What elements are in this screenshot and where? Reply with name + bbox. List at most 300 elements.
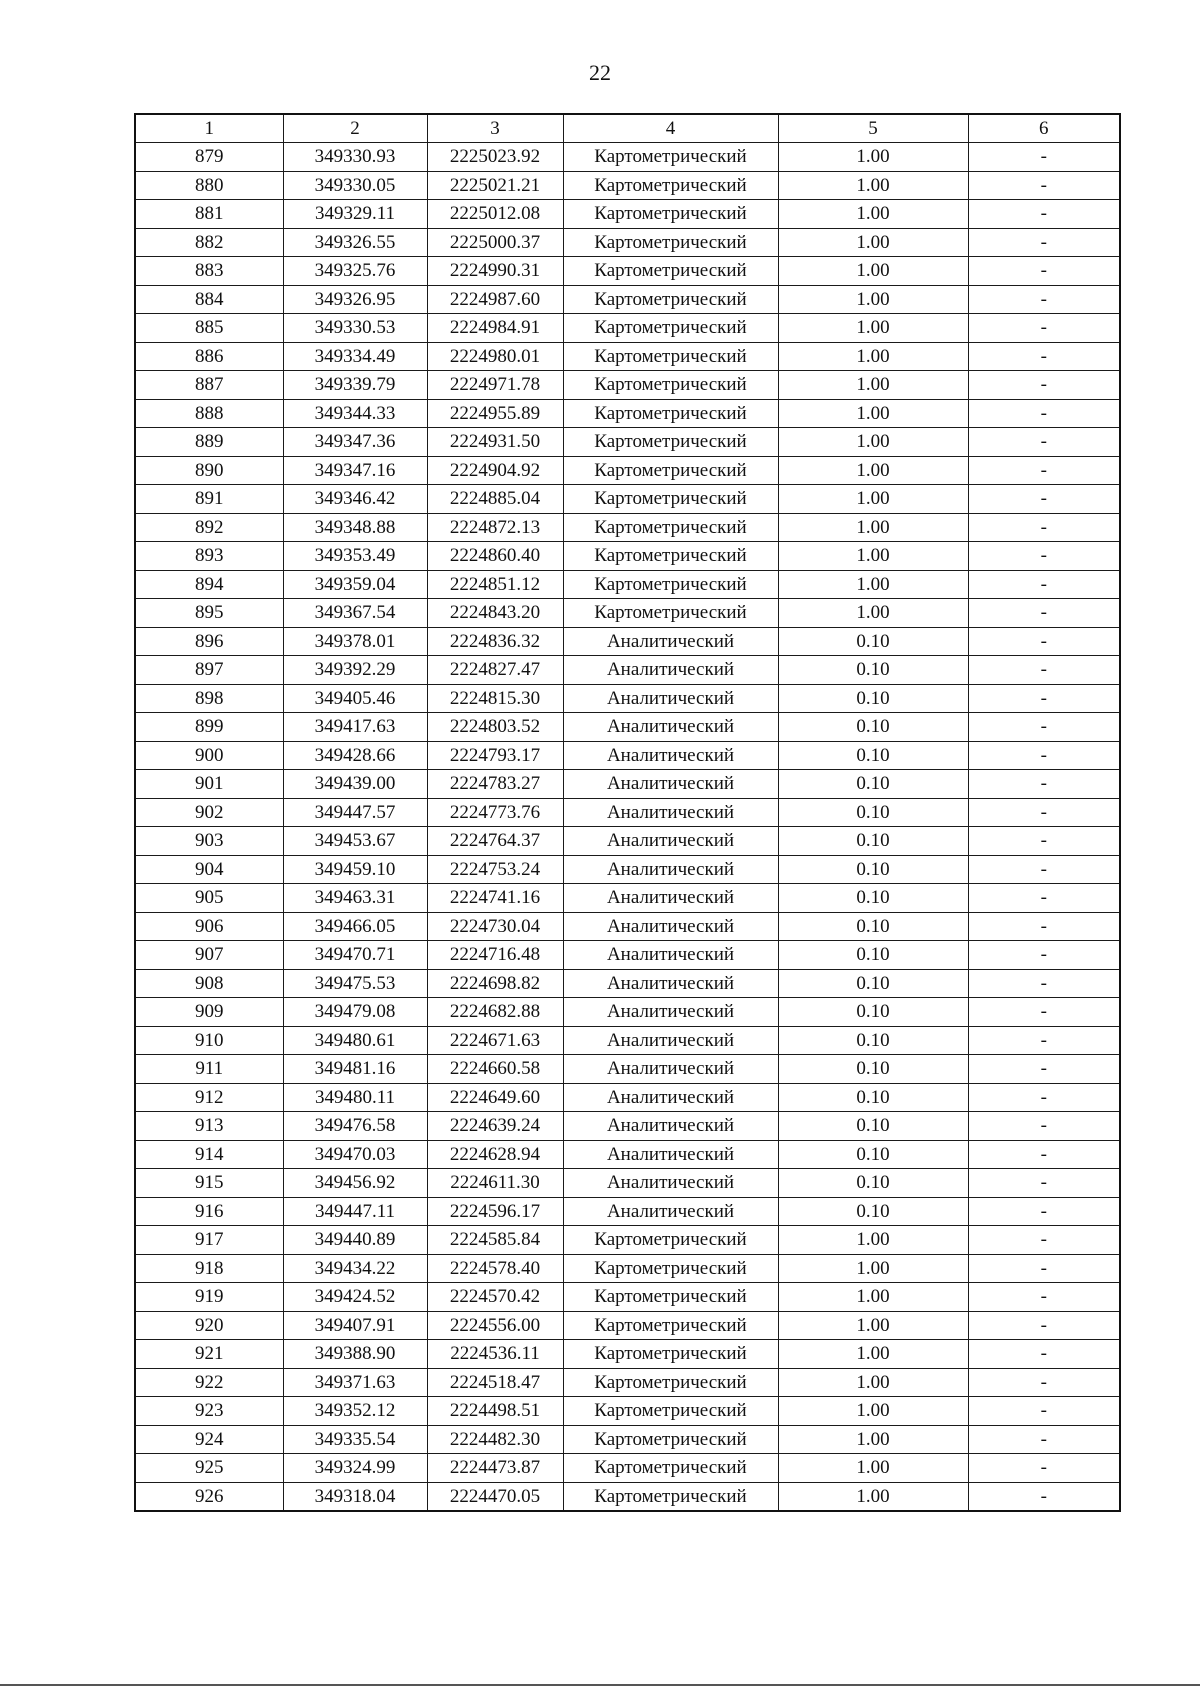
y-coordinate-cell: 2224596.17 — [427, 1197, 563, 1226]
point-number-cell: 903 — [135, 827, 283, 856]
note-cell: - — [968, 656, 1120, 685]
method-cell: Картометрический — [563, 200, 778, 229]
note-cell: - — [968, 1254, 1120, 1283]
y-coordinate-cell: 2224860.40 — [427, 542, 563, 571]
y-coordinate-cell: 2224955.89 — [427, 399, 563, 428]
accuracy-cell: 0.10 — [778, 1197, 968, 1226]
table-row — [135, 998, 1120, 1027]
point-number-cell: 900 — [135, 741, 283, 770]
note-cell: - — [968, 684, 1120, 713]
y-coordinate-cell: 2224470.05 — [427, 1482, 563, 1511]
table-row — [135, 1026, 1120, 1055]
table-row — [135, 713, 1120, 742]
x-coordinate-cell: 349470.71 — [283, 941, 427, 970]
accuracy-cell: 1.00 — [778, 1397, 968, 1426]
note-cell: - — [968, 171, 1120, 200]
x-coordinate-cell: 349434.22 — [283, 1254, 427, 1283]
table-body — [135, 143, 1120, 1512]
accuracy-cell: 1.00 — [778, 1454, 968, 1483]
point-number-cell: 910 — [135, 1026, 283, 1055]
column-header: 1 — [135, 114, 283, 143]
table-row — [135, 171, 1120, 200]
accuracy-cell: 1.00 — [778, 542, 968, 571]
x-coordinate-cell: 349456.92 — [283, 1169, 427, 1198]
point-number-cell: 879 — [135, 143, 283, 172]
method-cell: Аналитический — [563, 1026, 778, 1055]
x-coordinate-cell: 349378.01 — [283, 627, 427, 656]
y-coordinate-cell: 2225012.08 — [427, 200, 563, 229]
y-coordinate-cell: 2225021.21 — [427, 171, 563, 200]
table-row — [135, 1112, 1120, 1141]
note-cell: - — [968, 1112, 1120, 1141]
y-coordinate-cell: 2224611.30 — [427, 1169, 563, 1198]
accuracy-cell: 0.10 — [778, 855, 968, 884]
x-coordinate-cell: 349359.04 — [283, 570, 427, 599]
x-coordinate-cell: 349330.05 — [283, 171, 427, 200]
note-cell: - — [968, 228, 1120, 257]
table-row — [135, 1169, 1120, 1198]
x-coordinate-cell: 349388.90 — [283, 1340, 427, 1369]
x-coordinate-cell: 349459.10 — [283, 855, 427, 884]
y-coordinate-cell: 2224498.51 — [427, 1397, 563, 1426]
note-cell: - — [968, 1026, 1120, 1055]
accuracy-cell: 1.00 — [778, 342, 968, 371]
method-cell: Аналитический — [563, 684, 778, 713]
column-header: 4 — [563, 114, 778, 143]
x-coordinate-cell: 349347.16 — [283, 456, 427, 485]
method-cell: Аналитический — [563, 1197, 778, 1226]
table-row — [135, 1311, 1120, 1340]
table-row — [135, 399, 1120, 428]
note-cell: - — [968, 1055, 1120, 1084]
accuracy-cell: 0.10 — [778, 627, 968, 656]
table-row — [135, 855, 1120, 884]
table-row — [135, 770, 1120, 799]
note-cell: - — [968, 428, 1120, 457]
x-coordinate-cell: 349424.52 — [283, 1283, 427, 1312]
point-number-cell: 890 — [135, 456, 283, 485]
x-coordinate-cell: 349329.11 — [283, 200, 427, 229]
x-coordinate-cell: 349392.29 — [283, 656, 427, 685]
method-cell: Картометрический — [563, 1482, 778, 1511]
accuracy-cell: 0.10 — [778, 1140, 968, 1169]
method-cell: Картометрический — [563, 1283, 778, 1312]
method-cell: Картометрический — [563, 570, 778, 599]
note-cell: - — [968, 542, 1120, 571]
x-coordinate-cell: 349480.11 — [283, 1083, 427, 1112]
accuracy-cell: 1.00 — [778, 1254, 968, 1283]
x-coordinate-cell: 349344.33 — [283, 399, 427, 428]
accuracy-cell: 1.00 — [778, 1283, 968, 1312]
point-number-cell: 915 — [135, 1169, 283, 1198]
table-row — [135, 741, 1120, 770]
method-cell: Аналитический — [563, 1112, 778, 1141]
x-coordinate-cell: 349440.89 — [283, 1226, 427, 1255]
accuracy-cell: 1.00 — [778, 485, 968, 514]
table-row — [135, 627, 1120, 656]
y-coordinate-cell: 2224585.84 — [427, 1226, 563, 1255]
note-cell: - — [968, 998, 1120, 1027]
table-row — [135, 1283, 1120, 1312]
x-coordinate-cell: 349466.05 — [283, 912, 427, 941]
method-cell: Аналитический — [563, 998, 778, 1027]
y-coordinate-cell: 2224783.27 — [427, 770, 563, 799]
method-cell: Картометрический — [563, 143, 778, 172]
accuracy-cell: 1.00 — [778, 257, 968, 286]
table-row — [135, 485, 1120, 514]
coordinates-table — [134, 113, 1121, 1512]
point-number-cell: 919 — [135, 1283, 283, 1312]
y-coordinate-cell: 2224628.94 — [427, 1140, 563, 1169]
table-row — [135, 456, 1120, 485]
x-coordinate-cell: 349326.95 — [283, 285, 427, 314]
y-coordinate-cell: 2224473.87 — [427, 1454, 563, 1483]
accuracy-cell: 0.10 — [778, 1169, 968, 1198]
point-number-cell: 925 — [135, 1454, 283, 1483]
y-coordinate-cell: 2224851.12 — [427, 570, 563, 599]
y-coordinate-cell: 2224578.40 — [427, 1254, 563, 1283]
note-cell: - — [968, 1368, 1120, 1397]
point-number-cell: 893 — [135, 542, 283, 571]
table-row — [135, 827, 1120, 856]
accuracy-cell: 1.00 — [778, 1311, 968, 1340]
y-coordinate-cell: 2224556.00 — [427, 1311, 563, 1340]
y-coordinate-cell: 2224698.82 — [427, 969, 563, 998]
point-number-cell: 884 — [135, 285, 283, 314]
method-cell: Картометрический — [563, 485, 778, 514]
x-coordinate-cell: 349407.91 — [283, 1311, 427, 1340]
method-cell: Картометрический — [563, 1454, 778, 1483]
point-number-cell: 885 — [135, 314, 283, 343]
point-number-cell: 913 — [135, 1112, 283, 1141]
x-coordinate-cell: 349367.54 — [283, 599, 427, 628]
y-coordinate-cell: 2224793.17 — [427, 741, 563, 770]
table-row — [135, 513, 1120, 542]
method-cell: Картометрический — [563, 228, 778, 257]
method-cell: Аналитический — [563, 1055, 778, 1084]
table-row — [135, 912, 1120, 941]
y-coordinate-cell: 2224990.31 — [427, 257, 563, 286]
y-coordinate-cell: 2224482.30 — [427, 1425, 563, 1454]
method-cell: Картометрический — [563, 1226, 778, 1255]
table-row — [135, 1482, 1120, 1511]
point-number-cell: 906 — [135, 912, 283, 941]
method-cell: Картометрический — [563, 1340, 778, 1369]
note-cell: - — [968, 1169, 1120, 1198]
point-number-cell: 902 — [135, 798, 283, 827]
table-row — [135, 428, 1120, 457]
x-coordinate-cell: 349330.93 — [283, 143, 427, 172]
y-coordinate-cell: 2224660.58 — [427, 1055, 563, 1084]
x-coordinate-cell: 349447.57 — [283, 798, 427, 827]
table-row — [135, 798, 1120, 827]
accuracy-cell: 1.00 — [778, 1226, 968, 1255]
accuracy-cell: 0.10 — [778, 884, 968, 913]
point-number-cell: 898 — [135, 684, 283, 713]
table-row — [135, 1368, 1120, 1397]
table-row — [135, 314, 1120, 343]
accuracy-cell: 1.00 — [778, 428, 968, 457]
accuracy-cell: 0.10 — [778, 941, 968, 970]
accuracy-cell: 1.00 — [778, 1425, 968, 1454]
table-row — [135, 884, 1120, 913]
point-number-cell: 921 — [135, 1340, 283, 1369]
note-cell: - — [968, 969, 1120, 998]
x-coordinate-cell: 349479.08 — [283, 998, 427, 1027]
y-coordinate-cell: 2224730.04 — [427, 912, 563, 941]
method-cell: Картометрический — [563, 371, 778, 400]
x-coordinate-cell: 349476.58 — [283, 1112, 427, 1141]
y-coordinate-cell: 2224931.50 — [427, 428, 563, 457]
note-cell: - — [968, 884, 1120, 913]
method-cell: Картометрический — [563, 342, 778, 371]
point-number-cell: 904 — [135, 855, 283, 884]
note-cell: - — [968, 1083, 1120, 1112]
point-number-cell: 899 — [135, 713, 283, 742]
method-cell: Картометрический — [563, 171, 778, 200]
note-cell: - — [968, 257, 1120, 286]
method-cell: Картометрический — [563, 314, 778, 343]
point-number-cell: 887 — [135, 371, 283, 400]
table-row — [135, 1083, 1120, 1112]
point-number-cell: 881 — [135, 200, 283, 229]
y-coordinate-cell: 2224764.37 — [427, 827, 563, 856]
note-cell: - — [968, 1283, 1120, 1312]
accuracy-cell: 1.00 — [778, 200, 968, 229]
point-number-cell: 880 — [135, 171, 283, 200]
y-coordinate-cell: 2224753.24 — [427, 855, 563, 884]
y-coordinate-cell: 2224639.24 — [427, 1112, 563, 1141]
point-number-cell: 917 — [135, 1226, 283, 1255]
accuracy-cell: 1.00 — [778, 143, 968, 172]
note-cell: - — [968, 342, 1120, 371]
method-cell: Картометрический — [563, 428, 778, 457]
point-number-cell: 897 — [135, 656, 283, 685]
note-cell: - — [968, 912, 1120, 941]
method-cell: Картометрический — [563, 456, 778, 485]
accuracy-cell: 0.10 — [778, 798, 968, 827]
method-cell: Аналитический — [563, 798, 778, 827]
method-cell: Аналитический — [563, 884, 778, 913]
method-cell: Аналитический — [563, 741, 778, 770]
y-coordinate-cell: 2224843.20 — [427, 599, 563, 628]
note-cell: - — [968, 513, 1120, 542]
method-cell: Аналитический — [563, 827, 778, 856]
note-cell: - — [968, 371, 1120, 400]
column-header: 5 — [778, 114, 968, 143]
column-header: 2 — [283, 114, 427, 143]
point-number-cell: 923 — [135, 1397, 283, 1426]
accuracy-cell: 0.10 — [778, 1083, 968, 1112]
y-coordinate-cell: 2224803.52 — [427, 713, 563, 742]
method-cell: Аналитический — [563, 1083, 778, 1112]
accuracy-cell: 1.00 — [778, 171, 968, 200]
y-coordinate-cell: 2224518.47 — [427, 1368, 563, 1397]
point-number-cell: 882 — [135, 228, 283, 257]
table-row — [135, 542, 1120, 571]
x-coordinate-cell: 349334.49 — [283, 342, 427, 371]
page-number: 22 — [589, 60, 611, 85]
y-coordinate-cell: 2224904.92 — [427, 456, 563, 485]
method-cell: Аналитический — [563, 969, 778, 998]
accuracy-cell: 1.00 — [778, 399, 968, 428]
method-cell: Картометрический — [563, 1425, 778, 1454]
point-number-cell: 916 — [135, 1197, 283, 1226]
accuracy-cell: 1.00 — [778, 570, 968, 599]
x-coordinate-cell: 349470.03 — [283, 1140, 427, 1169]
method-cell: Картометрический — [563, 542, 778, 571]
method-cell: Аналитический — [563, 912, 778, 941]
x-coordinate-cell: 349453.67 — [283, 827, 427, 856]
table-row — [135, 143, 1120, 172]
table-row — [135, 656, 1120, 685]
accuracy-cell: 0.10 — [778, 656, 968, 685]
note-cell: - — [968, 1482, 1120, 1511]
y-coordinate-cell: 2224815.30 — [427, 684, 563, 713]
table-row — [135, 1397, 1120, 1426]
note-cell: - — [968, 456, 1120, 485]
note-cell: - — [968, 1340, 1120, 1369]
point-number-cell: 924 — [135, 1425, 283, 1454]
note-cell: - — [968, 798, 1120, 827]
accuracy-cell: 0.10 — [778, 827, 968, 856]
accuracy-cell: 1.00 — [778, 599, 968, 628]
table-row — [135, 257, 1120, 286]
table-row — [135, 1425, 1120, 1454]
point-number-cell: 896 — [135, 627, 283, 656]
method-cell: Аналитический — [563, 656, 778, 685]
x-coordinate-cell: 349325.76 — [283, 257, 427, 286]
note-cell: - — [968, 485, 1120, 514]
note-cell: - — [968, 1397, 1120, 1426]
accuracy-cell: 0.10 — [778, 770, 968, 799]
note-cell: - — [968, 941, 1120, 970]
x-coordinate-cell: 349352.12 — [283, 1397, 427, 1426]
x-coordinate-cell: 349439.00 — [283, 770, 427, 799]
method-cell: Картометрический — [563, 399, 778, 428]
point-number-cell: 895 — [135, 599, 283, 628]
x-coordinate-cell: 349353.49 — [283, 542, 427, 571]
x-coordinate-cell: 349318.04 — [283, 1482, 427, 1511]
point-number-cell: 926 — [135, 1482, 283, 1511]
table-row — [135, 969, 1120, 998]
x-coordinate-cell: 349405.46 — [283, 684, 427, 713]
point-number-cell: 901 — [135, 770, 283, 799]
method-cell: Аналитический — [563, 627, 778, 656]
page-bottom-edge — [0, 1684, 1200, 1686]
point-number-cell: 892 — [135, 513, 283, 542]
table-row — [135, 1197, 1120, 1226]
x-coordinate-cell: 349481.16 — [283, 1055, 427, 1084]
note-cell: - — [968, 741, 1120, 770]
y-coordinate-cell: 2224536.11 — [427, 1340, 563, 1369]
table-row — [135, 1226, 1120, 1255]
accuracy-cell: 0.10 — [778, 998, 968, 1027]
method-cell: Аналитический — [563, 941, 778, 970]
table-row — [135, 342, 1120, 371]
method-cell: Картометрический — [563, 1254, 778, 1283]
x-coordinate-cell: 349347.36 — [283, 428, 427, 457]
accuracy-cell: 0.10 — [778, 969, 968, 998]
method-cell: Картометрический — [563, 285, 778, 314]
table-row — [135, 1454, 1120, 1483]
table-row — [135, 570, 1120, 599]
x-coordinate-cell: 349335.54 — [283, 1425, 427, 1454]
y-coordinate-cell: 2224827.47 — [427, 656, 563, 685]
accuracy-cell: 1.00 — [778, 371, 968, 400]
y-coordinate-cell: 2224570.42 — [427, 1283, 563, 1312]
method-cell: Аналитический — [563, 855, 778, 884]
note-cell: - — [968, 200, 1120, 229]
note-cell: - — [968, 1226, 1120, 1255]
method-cell: Аналитический — [563, 770, 778, 799]
y-coordinate-cell: 2224649.60 — [427, 1083, 563, 1112]
accuracy-cell: 0.10 — [778, 1026, 968, 1055]
table-row — [135, 285, 1120, 314]
note-cell: - — [968, 599, 1120, 628]
table-row — [135, 200, 1120, 229]
note-cell: - — [968, 314, 1120, 343]
point-number-cell: 912 — [135, 1083, 283, 1112]
y-coordinate-cell: 2224987.60 — [427, 285, 563, 314]
note-cell: - — [968, 399, 1120, 428]
table-row — [135, 228, 1120, 257]
method-cell: Картометрический — [563, 1368, 778, 1397]
method-cell: Картометрический — [563, 513, 778, 542]
note-cell: - — [968, 770, 1120, 799]
table-row — [135, 371, 1120, 400]
point-number-cell: 911 — [135, 1055, 283, 1084]
y-coordinate-cell: 2224773.76 — [427, 798, 563, 827]
point-number-cell: 922 — [135, 1368, 283, 1397]
method-cell: Картометрический — [563, 599, 778, 628]
x-coordinate-cell: 349330.53 — [283, 314, 427, 343]
x-coordinate-cell: 349475.53 — [283, 969, 427, 998]
x-coordinate-cell: 349447.11 — [283, 1197, 427, 1226]
x-coordinate-cell: 349371.63 — [283, 1368, 427, 1397]
x-coordinate-cell: 349348.88 — [283, 513, 427, 542]
y-coordinate-cell: 2225000.37 — [427, 228, 563, 257]
point-number-cell: 920 — [135, 1311, 283, 1340]
method-cell: Аналитический — [563, 1140, 778, 1169]
point-number-cell: 891 — [135, 485, 283, 514]
accuracy-cell: 1.00 — [778, 228, 968, 257]
accuracy-cell: 0.10 — [778, 684, 968, 713]
method-cell: Аналитический — [563, 1169, 778, 1198]
x-coordinate-cell: 349428.66 — [283, 741, 427, 770]
y-coordinate-cell: 2224671.63 — [427, 1026, 563, 1055]
note-cell: - — [968, 855, 1120, 884]
accuracy-cell: 0.10 — [778, 1112, 968, 1141]
y-coordinate-cell: 2224682.88 — [427, 998, 563, 1027]
accuracy-cell: 0.10 — [778, 1055, 968, 1084]
note-cell: - — [968, 827, 1120, 856]
y-coordinate-cell: 2224971.78 — [427, 371, 563, 400]
point-number-cell: 883 — [135, 257, 283, 286]
y-coordinate-cell: 2224872.13 — [427, 513, 563, 542]
x-coordinate-cell: 349417.63 — [283, 713, 427, 742]
note-cell: - — [968, 1311, 1120, 1340]
y-coordinate-cell: 2225023.92 — [427, 143, 563, 172]
method-cell: Картометрический — [563, 1397, 778, 1426]
note-cell: - — [968, 570, 1120, 599]
point-number-cell: 886 — [135, 342, 283, 371]
header-row — [135, 114, 1120, 143]
table-row — [135, 941, 1120, 970]
y-coordinate-cell: 2224984.91 — [427, 314, 563, 343]
note-cell: - — [968, 1197, 1120, 1226]
method-cell: Аналитический — [563, 713, 778, 742]
